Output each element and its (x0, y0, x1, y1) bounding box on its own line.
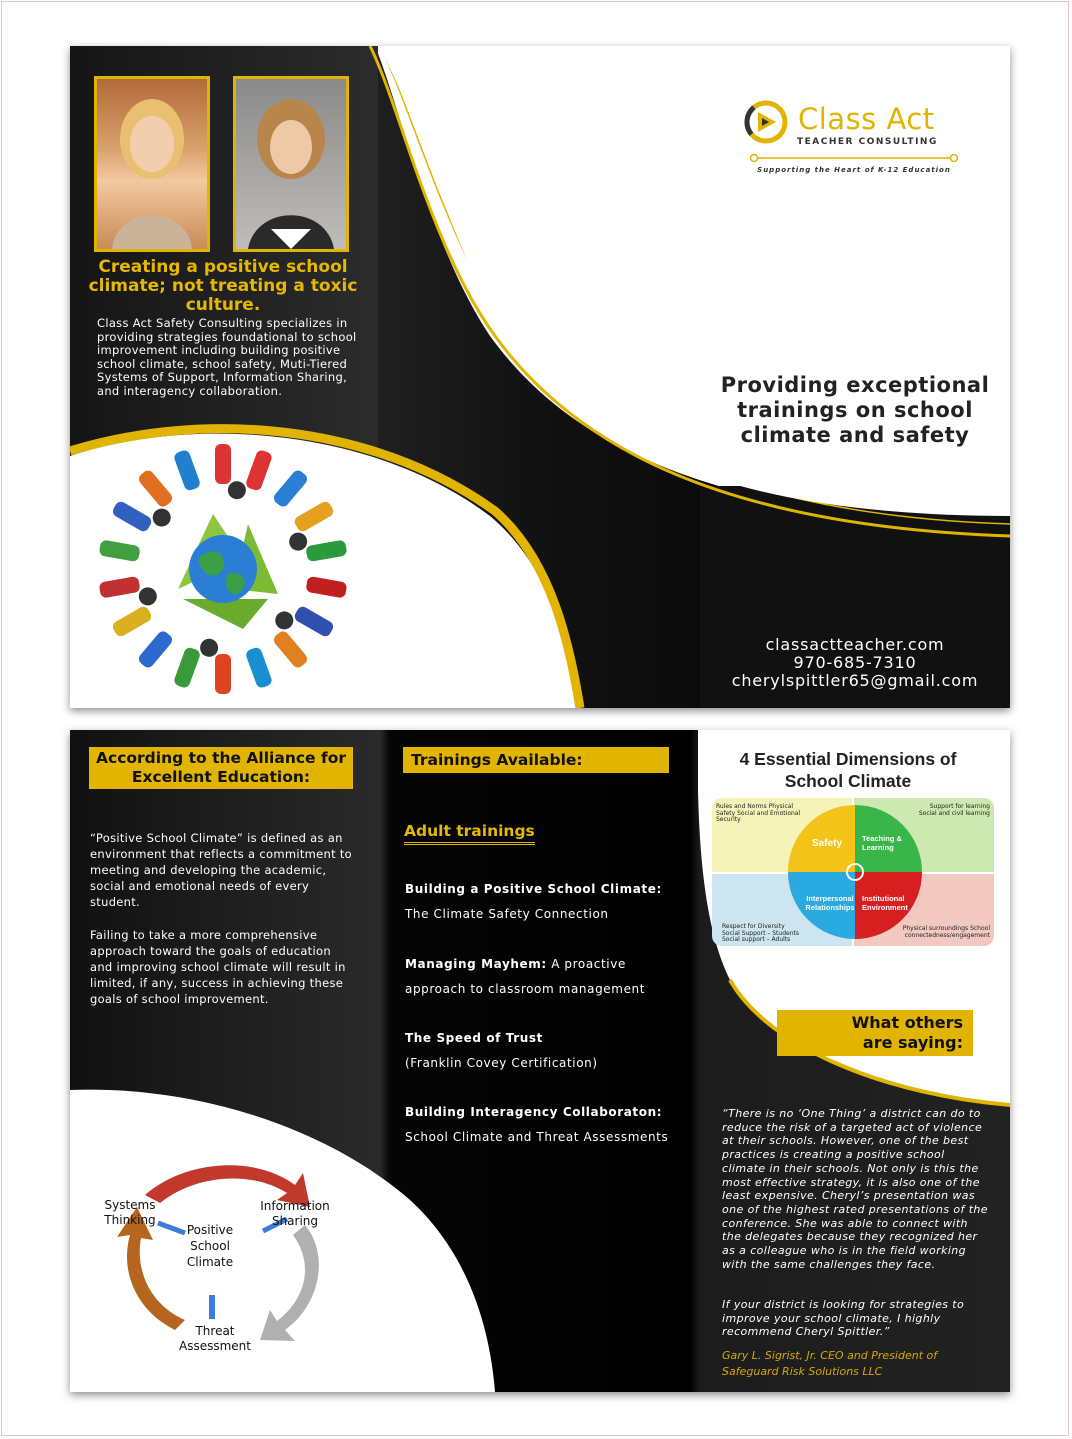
brochure-back (70, 730, 1010, 1392)
dimensions-title: 4 Essential Dimensions of School Climate (739, 749, 957, 791)
portrait-photo-2 (233, 76, 349, 252)
quad-interpersonal-notes: Respect for Diversity Social Support – Students Social support – Adults (722, 923, 799, 943)
training-3-title: The Speed of Trust (405, 1031, 543, 1045)
training-2-desc: A proactive approach to classroom management (405, 957, 646, 996)
training-item-4 (405, 1100, 675, 1150)
cycle-threat-assessment: Threat Assessment (179, 1324, 251, 1353)
gray-arrow (260, 1225, 319, 1341)
training-item-3 (405, 1026, 675, 1076)
training-2-title: Managing Mayhem: (405, 957, 547, 971)
globe-people-illustration (95, 441, 355, 696)
quad-teaching-label: Teaching & Learning (862, 834, 902, 852)
portrait-photo-1 (94, 76, 210, 252)
training-1-title: Building a Positive School Climate: (405, 882, 662, 896)
others-heading-text: What others are saying: (851, 1013, 963, 1052)
logo-motto: Supporting the Heart of K-12 Education (757, 166, 951, 174)
brochure-front (70, 46, 1010, 708)
class-act-logo-icon (742, 98, 790, 146)
alliance-failing: Failing to take a more comprehensive approach toward the goals of education and improving school climate will result in limited, if any, success in achieving these goals of school improvement. (90, 928, 346, 1006)
alliance-definition: “Positive School Climate” is defined as an environment that reflects a commitment to meeting and developing the academic, social and emotional needs of every student. (90, 831, 352, 909)
dimensions-circle (785, 802, 925, 942)
quad-teaching-notes: Support for learning Social and civil learning (918, 803, 990, 817)
quad-safety-notes: Rules and Norms Physical Safety Social and Emotional Security (716, 803, 801, 823)
contact-website[interactable]: classactteacher.com (765, 635, 945, 654)
trainings-heading: Trainings Available: (403, 747, 669, 773)
contact-phone[interactable]: 970-685-7310 (793, 653, 917, 672)
cycle-systems-thinking: Systems Thinking (104, 1198, 156, 1227)
training-4-title: Building Interagency Collaboraton: (405, 1105, 663, 1119)
others-heading (777, 1010, 973, 1056)
quad-safety-label: Safety (812, 838, 843, 849)
cycle-positive-school-climate: Positive School Climate (186, 1223, 234, 1269)
training-1-desc: The Climate Safety Connection (405, 907, 609, 921)
training-item-1 (405, 877, 675, 927)
logo-name: Class Act (798, 102, 935, 136)
front-intro-text: Class Act Safety Consulting specializes in providing strategies foundational to school improvement including building positive school climate, school safety, Muti-Tiered Systems of Support, Information Sharing, and interagency collaboration. (97, 316, 357, 398)
contact-info (725, 636, 985, 690)
testimonial-recommendation: If your district is looking for strategies to improve your school climate, I highly recommend Cheryl Spittler.” (722, 1298, 965, 1339)
portrait-1-figure (97, 79, 207, 249)
front-headline: Creating a positive school climate; not treating a toxic culture. (88, 257, 358, 315)
quad-interpersonal-label: Interpersonal Relationships (805, 894, 855, 912)
training-3-desc: (Franklin Covey Certification) (405, 1056, 598, 1070)
portrait-2-figure (236, 79, 346, 249)
quad-institutional-notes: Physical surroundings School connectedness/engagement (902, 925, 990, 939)
alliance-heading: According to the Alliance for Excellent Education: (89, 747, 353, 789)
contact-email[interactable]: cherylspittler65@gmail.com (731, 671, 979, 690)
training-4-desc: School Climate and Threat Assessments (405, 1130, 669, 1144)
training-item-2 (405, 952, 675, 1002)
logo-divider-line (748, 152, 960, 164)
dimensions-diagram (712, 798, 994, 946)
front-tagline: Providing exceptional trainings on school climate and safety (720, 373, 990, 447)
adult-trainings-heading: Adult trainings (404, 822, 535, 845)
testimonial-signature: Gary L. Sigrist, Jr. CEO and President of Safeguard Risk Solutions LLC (722, 1349, 938, 1378)
logo-subtitle: TEACHER CONSULTING (797, 137, 938, 147)
quad-institutional-label: Institutional Environment (862, 894, 908, 912)
testimonial-quote: “There is no ‘One Thing’ a district can do to reduce the risk of a targeted act of violence at their schools. However, one of the best practices is creating a positive school climate in their schools. Not only is this the most effective strategy, it is also one of the least expensive. Cheryl’s presentation was one of the highest rated presentations of the conference. She was able to connect with the delegates because they recognized her as a colleague who is in the field working with the same challenges they face. (722, 1107, 988, 1271)
cycle-information-sharing: Information Sharing (260, 1199, 330, 1228)
